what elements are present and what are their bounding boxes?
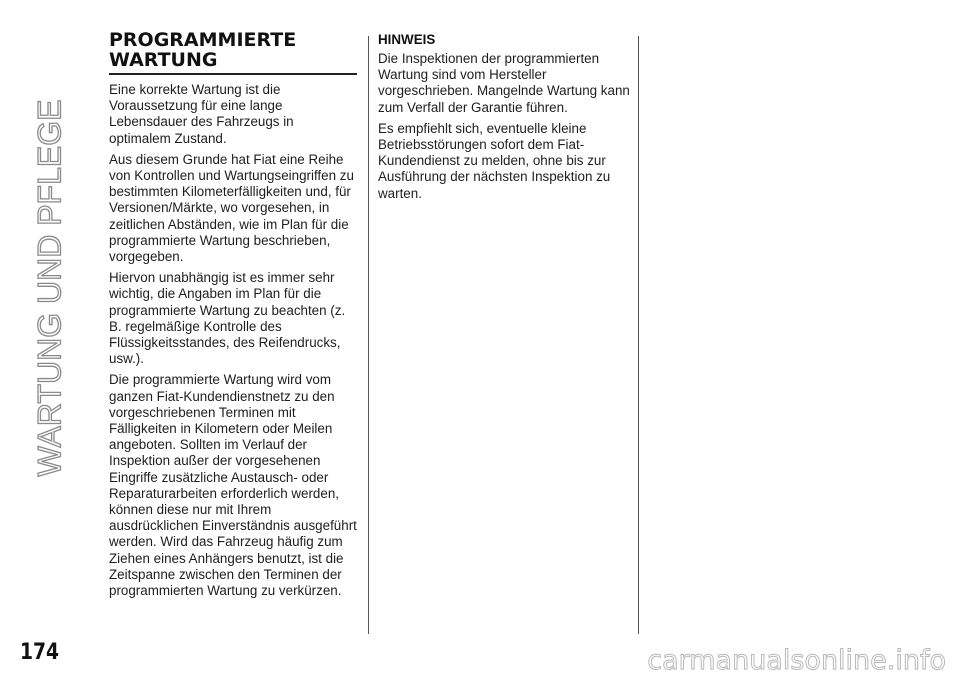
paragraph-2: Aus diesem Grunde hat Fiat eine Reihe von Kontrollen und Wartungseingriffen zu bestimmten Kilometerfälligkeiten und, für Versionen/Märkte, wo vorgesehen, in zeitlichen Abständen, wie im Plan für die programmierte Wartung beschrieben, vorgegeben. (109, 151, 354, 265)
page-number: 174 (20, 640, 60, 665)
chapter-side-title: WARTUNG UND PFLEGE (31, 99, 68, 477)
main-column (109, 30, 357, 604)
note-heading: HINWEIS (378, 32, 436, 47)
paragraph-4: Die programmierte Wartung wird vom ganzen Fiat-Kundendienstnetz zu den vorgeschriebenen Terminen mit Fälligkeiten in Kilometern oder Meilen angeboten. Sollten im Verlauf der Inspektion außer der vorgesehenen Eingriffe zusätzliche Austausch- oder Reparaturarbeiten erforderlich werden, können diese nur mit Ihrem ausdrücklichen Einverständnis ausgeführt werden. Wird das Fahrzeug häufig zum Ziehen eines Anhängers benutzt, ist die Zeitspanne zwischen den Terminen der programmierten Wartung zu verkürzen. (109, 372, 357, 599)
note-paragraph-2: Es empfiehlt sich, eventuelle kleine Betriebsstörungen sofort dem Fiat-Kundendienst zu melden, ohne bis zur Ausführung der nächsten Inspektion zu warten. (378, 120, 611, 201)
title-underline (109, 73, 357, 75)
watermark: carmanualsonline.info (647, 645, 946, 676)
note-column (378, 32, 630, 207)
section-title-line-1: PROGRAMMIERTE (109, 29, 297, 51)
paragraph-1: Eine korrekte Wartung ist die Voraussetzung für eine lange Lebensdauer des Fahrzeugs in optimalem Zustand. (109, 82, 294, 146)
column-divider-left (368, 36, 369, 634)
section-title (109, 30, 357, 70)
note-paragraph-1: Die Inspektionen der programmierten Wartung sind vom Hersteller vorgeschrieben. Mangelnde Wartung kann zum Verfall der Garantie führen. (378, 51, 630, 115)
paragraph-3: Hiervon unabhängig ist es immer sehr wichtig, die Angaben im Plan für die programmierte Wartung zu beachten (z. B. regelmäßige Kontrolle des Flüssigkeitsstandes, des Reifendrucks, usw.). (109, 270, 346, 367)
section-title-line-2: WARTUNG (109, 49, 218, 71)
column-divider-right (638, 36, 639, 634)
